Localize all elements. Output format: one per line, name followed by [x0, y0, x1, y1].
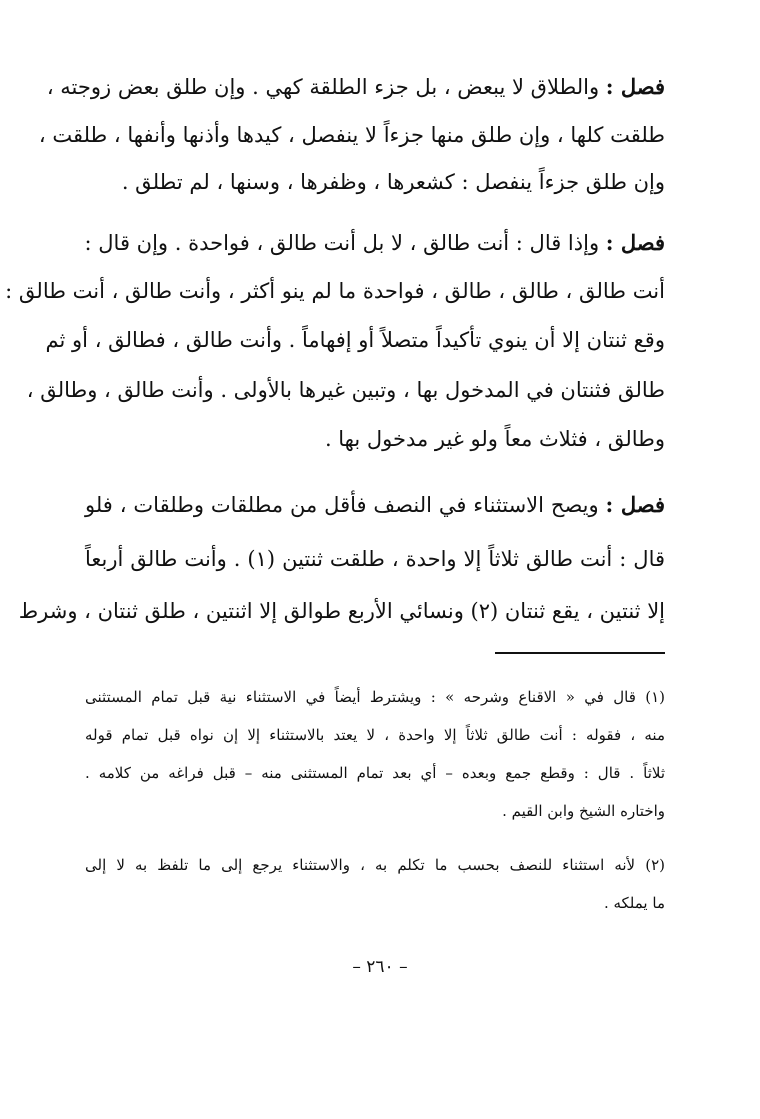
- paragraph-2-line-1-text: وإذا قال : أنت طالق ، لا بل أنت طالق ، فواحدة . وإن قال :: [84, 231, 600, 255]
- footnote-2-line-1: (٢) لأنه استثناء للنصف بحسب ما تكلم به ، والاستثناء يرجع إلى ما تلفظ به لا إلى: [85, 856, 665, 874]
- paragraph-2-line-3: وقع ثنتان إلا أن ينوي تأكيداً متصلاً أو إفهاماً . وأنت طالق ، فطالق ، أو ثم: [45, 328, 665, 352]
- section-label: فصل :: [605, 492, 665, 517]
- footnote-1-line-4: واختاره الشيخ وابن القيم .: [502, 802, 665, 820]
- footnote-1-line-1: (١) قال في « الاقناع وشرحه » : ويشترط أيضاً في الاستثناء نية قبل تمام المستثنى: [85, 688, 665, 706]
- paragraph-2-line-1: [85, 228, 665, 258]
- section-label: فصل :: [605, 230, 665, 255]
- paragraph-3-line-1-text: ويصح الاستثناء في النصف فأقل من مطلقات وطلقات ، فلو: [85, 493, 599, 517]
- footnote-2-line-2: ما يملكه .: [603, 894, 665, 912]
- paragraph-3-line-2: قال : أنت طالق ثلاثاً إلا واحدة ، طلقت ثنتين (١) . وأنت طالق أربعاً: [85, 547, 666, 571]
- paragraph-3-line-1: [85, 490, 665, 520]
- paragraph-1-line-1-text: والطلاق لا يبعض ، بل جزء الطلقة كهي . وإن طلق بعض زوجته ،: [46, 75, 600, 99]
- footnote-1-line-3: ثلاثاً . قال : وقطع جمع وبعده – أي بعد تمام المستثنى منه – قبل فراغه من كلامه .: [85, 764, 665, 782]
- paragraph-2-line-5: وطالق ، فثلاث معاً ولو غير مدخول بها .: [324, 427, 665, 451]
- footnote-1-line-2: منه ، فقوله : أنت طالق ثلاثاً إلا واحدة ، لا يعتد بالاستثناء إلا إن نواه قبل تمام قوله: [85, 726, 665, 744]
- section-label: فصل :: [605, 74, 665, 99]
- paragraph-1-line-3: وإن طلق جزءاً ينفصل : كشعرها ، وظفرها ، وسنها ، لم تطلق .: [121, 170, 665, 194]
- page-number: – ٢٦٠ –: [352, 957, 408, 977]
- paragraph-1-line-2: طلقت كلها ، وإن طلق منها جزءاً لا ينفصل ، كيدها وأذنها وأنفها ، طلقت ،: [38, 123, 665, 147]
- paragraph-2-line-4: طالق فثنتان في المدخول بها ، وتبين غيرها بالأولى . وأنت طالق ، وطالق ،: [26, 378, 665, 402]
- footnote-separator: [495, 652, 665, 654]
- paragraph-3-line-3: إلا ثنتين ، يقع ثنتان (٢) ونسائي الأربع طوالق إلا اثنتين ، طلق ثنتان ، وشرط: [18, 599, 665, 623]
- paragraph-2-line-2: أنت طالق ، طالق ، طالق ، فواحدة ما لم ينو أكثر ، وأنت طالق ، أنت طالق :: [5, 279, 665, 303]
- paragraph-1-line-1: [46, 72, 665, 102]
